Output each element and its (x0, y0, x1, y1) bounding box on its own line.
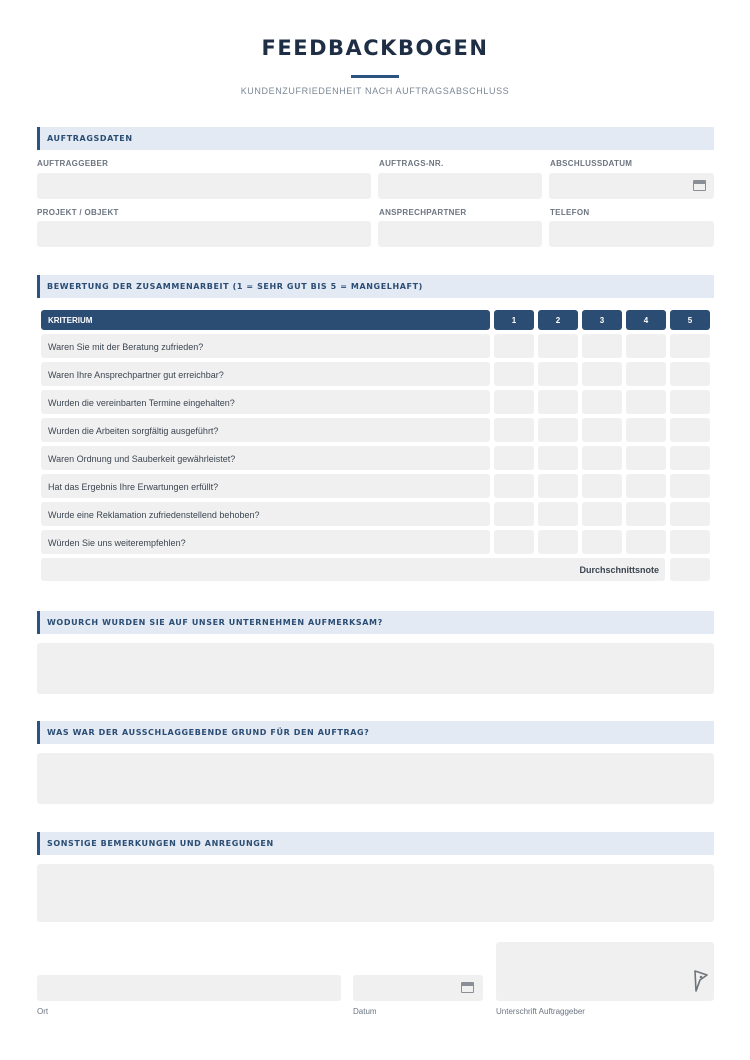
order-number-field[interactable] (378, 173, 542, 199)
phone-label: TELEFON (550, 208, 590, 217)
criterion-column-header: KRITERIUM (41, 310, 490, 330)
score-cell-2[interactable] (538, 362, 578, 386)
score-cell-5[interactable] (670, 390, 710, 414)
score-cell-4[interactable] (626, 446, 666, 470)
score-cell-3[interactable] (582, 474, 622, 498)
section-reason (37, 721, 714, 744)
place-label: Ort (37, 1007, 49, 1016)
place-field[interactable] (37, 975, 341, 1001)
calendar-icon[interactable] (461, 982, 474, 993)
title-underline (351, 75, 399, 78)
score-cell-1[interactable] (494, 446, 534, 470)
reason-textarea[interactable] (37, 753, 714, 804)
completion-date-field[interactable] (549, 173, 714, 199)
contact-field[interactable] (378, 221, 542, 247)
score-header-5: 5 (670, 310, 710, 330)
section-order-data-heading: AUFTRAGSDATEN (47, 134, 133, 143)
section-awareness (37, 611, 714, 634)
criterion-row-label: Wurden die vereinbarten Termine eingehalten? (41, 390, 490, 414)
score-cell-2[interactable] (538, 474, 578, 498)
criterion-row-label: Wurden die Arbeiten sorgfältig ausgeführt? (41, 418, 490, 442)
score-cell-1[interactable] (494, 502, 534, 526)
remarks-textarea[interactable] (37, 864, 714, 922)
score-cell-4[interactable] (626, 502, 666, 526)
average-score-row (41, 558, 665, 581)
score-cell-4[interactable] (626, 474, 666, 498)
score-cell-4[interactable] (626, 390, 666, 414)
date-field[interactable] (353, 975, 483, 1001)
criterion-row-label: Würden Sie uns weiterempfehlen? (41, 530, 490, 554)
score-cell-4[interactable] (626, 334, 666, 358)
score-cell-5[interactable] (670, 446, 710, 470)
score-cell-4[interactable] (626, 362, 666, 386)
score-cell-2[interactable] (538, 390, 578, 414)
score-cell-5[interactable] (670, 418, 710, 442)
score-cell-1[interactable] (494, 530, 534, 554)
project-field[interactable] (37, 221, 371, 247)
score-cell-3[interactable] (582, 362, 622, 386)
score-cell-2[interactable] (538, 502, 578, 526)
form-title: FEEDBACKBOGEN (261, 36, 489, 60)
score-cell-1[interactable] (494, 418, 534, 442)
completion-date-label: ABSCHLUSSDATUM (550, 159, 633, 168)
criterion-row-label: Hat das Ergebnis Ihre Erwartungen erfüllt? (41, 474, 490, 498)
pen-nib-icon (693, 970, 709, 992)
score-cell-3[interactable] (582, 390, 622, 414)
section-rating-heading: BEWERTUNG DER ZUSAMMENARBEIT (1 = SEHR GUT BIS 5 = MANGELHAFT) (47, 282, 423, 291)
score-cell-4[interactable] (626, 418, 666, 442)
score-cell-2[interactable] (538, 334, 578, 358)
criterion-row-label: Wurde eine Reklamation zufriedenstellend behoben? (41, 502, 490, 526)
score-cell-1[interactable] (494, 474, 534, 498)
section-remarks (37, 832, 714, 855)
average-score-cell[interactable] (670, 558, 710, 581)
section-remarks-heading: SONSTIGE BEMERKUNGEN UND ANREGUNGEN (47, 839, 274, 848)
section-rating (37, 275, 714, 298)
contact-label: ANSPRECHPARTNER (379, 208, 467, 217)
score-cell-5[interactable] (670, 362, 710, 386)
date-label: Datum (353, 1007, 377, 1016)
score-header-2: 2 (538, 310, 578, 330)
score-header-1: 1 (494, 310, 534, 330)
section-order-data (37, 127, 714, 150)
score-header-3: 3 (582, 310, 622, 330)
score-cell-3[interactable] (582, 334, 622, 358)
score-cell-2[interactable] (538, 446, 578, 470)
order-number-label: AUFTRAGS-NR. (379, 159, 444, 168)
criterion-row-label: Waren Ihre Ansprechpartner gut erreichbar? (41, 362, 490, 386)
score-cell-5[interactable] (670, 474, 710, 498)
score-cell-2[interactable] (538, 530, 578, 554)
score-cell-2[interactable] (538, 418, 578, 442)
score-cell-1[interactable] (494, 362, 534, 386)
section-reason-heading: WAS WAR DER AUSSCHLAGGEBENDE GRUND FÜR DEN AUFTRAG? (47, 728, 370, 737)
score-header-4: 4 (626, 310, 666, 330)
client-label: AUFTRAGGEBER (37, 159, 109, 168)
score-cell-5[interactable] (670, 334, 710, 358)
awareness-textarea[interactable] (37, 643, 714, 694)
score-cell-1[interactable] (494, 334, 534, 358)
client-field[interactable] (37, 173, 371, 199)
form-subtitle: KUNDENZUFRIEDENHEIT NACH AUFTRAGSABSCHLUSS (240, 86, 510, 96)
criterion-row-label: Waren Sie mit der Beratung zufrieden? (41, 334, 490, 358)
average-score-label: Durchschnittsnote (579, 565, 659, 575)
score-cell-3[interactable] (582, 418, 622, 442)
score-cell-4[interactable] (626, 530, 666, 554)
score-cell-3[interactable] (582, 502, 622, 526)
score-cell-5[interactable] (670, 502, 710, 526)
signature-field[interactable] (496, 942, 714, 1001)
project-label: PROJEKT / OBJEKT (37, 208, 119, 217)
score-cell-3[interactable] (582, 446, 622, 470)
phone-field[interactable] (549, 221, 714, 247)
score-cell-5[interactable] (670, 530, 710, 554)
score-cell-3[interactable] (582, 530, 622, 554)
score-cell-1[interactable] (494, 390, 534, 414)
criterion-row-label: Waren Ordnung und Sauberkeit gewährleistet? (41, 446, 490, 470)
signature-label: Unterschrift Auftraggeber (496, 1007, 585, 1016)
section-awareness-heading: WODURCH WURDEN SIE AUF UNSER UNTERNEHMEN AUFMERKSAM? (47, 618, 383, 627)
calendar-icon[interactable] (693, 180, 706, 191)
